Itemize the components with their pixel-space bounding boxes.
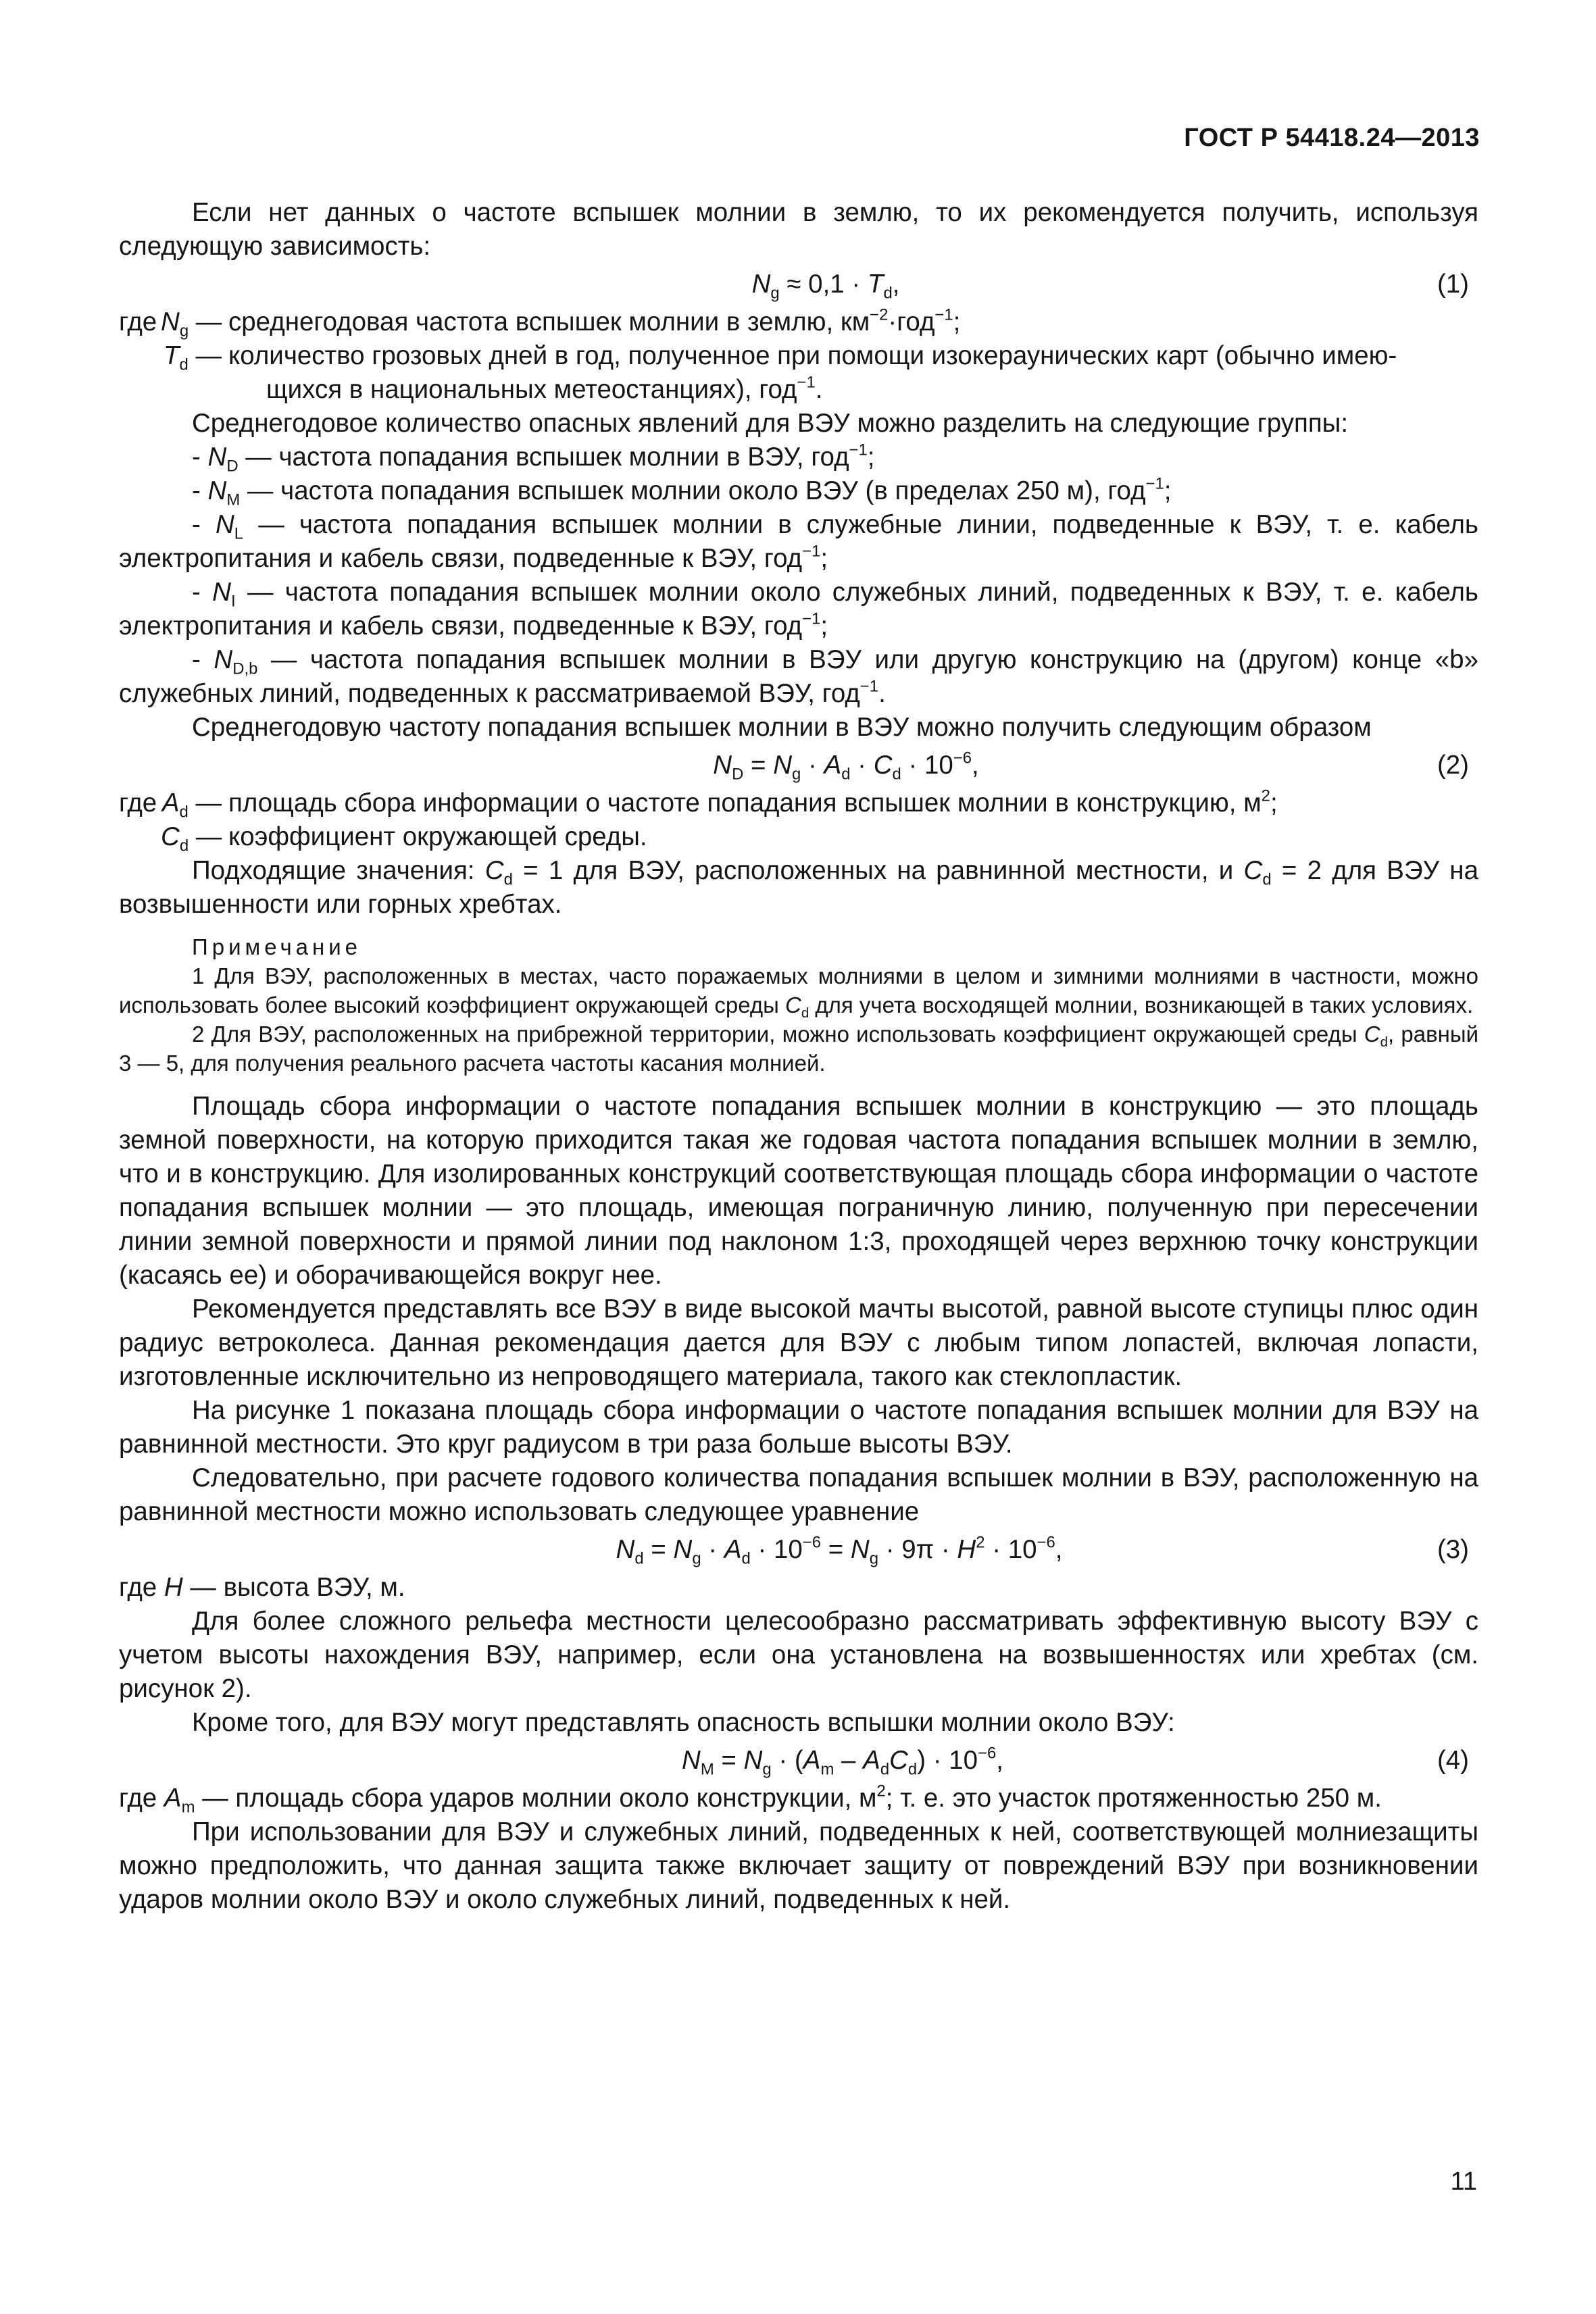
formula-2-expression: $N_D = N_g \cdot A_d \cdot C_d \cdot 10^{-6}$, — [713, 749, 979, 784]
list-item-ndb: - $N_{D,b}$ — частота попадания вспышек молнии в ВЭУ или другую конструкцию на (другом) конце «b» служебных линий, подведенных к рассматриваемой ВЭУ, год$^{-1}$. — [119, 645, 1478, 708]
formula-3 — [119, 1529, 1478, 1571]
formula-3-number: (3) — [1437, 1535, 1469, 1564]
intro-paragraph: Если нет данных о частоте вспышек молнии в землю, то их рекомендуется получить, используя следующую зависимость: — [119, 198, 1478, 261]
page-number: 11 — [1450, 2167, 1477, 2196]
list-item-nm: - $N_M$ — частота попадания вспышек молнии около ВЭУ (в пределах 250 м), год$^{-1}$; — [192, 474, 1172, 509]
definition-cd: $C_d$ — коэффициент окружающей среды. — [161, 822, 647, 855]
formula-1 — [119, 263, 1478, 305]
page-content — [119, 196, 1478, 1917]
list-item-ni: - $N_I$ — частота попадания вспышек молнии около служебных линий, подведенных к ВЭУ, т. е. кабель электропитания и кабель связи, подведенные к ВЭУ, год$^{-1}$; — [119, 578, 1478, 640]
standard-header: ГОСТ Р 54418.24—2013 — [1184, 124, 1480, 152]
notes-block — [119, 932, 1478, 1078]
note-1: 1 Для ВЭУ, расположенных в местах, часто поражаемых молниями в целом и зимними молниями в частности, можно использовать более высокий коэффициент окружающей среды $C_d$ для учета восходящей молнии, возникающей в таких условиях. — [119, 963, 1478, 1022]
definition-td: $T_d$ — количество грозовых дней в год, полученное при помощи изокераунических карт (обычно имею- щихся в национальных метеостанциях), год$^{-1}$. — [163, 341, 1397, 404]
formula-4 — [119, 1740, 1478, 1782]
note-2: 2 Для ВЭУ, расположенных на прибрежной территории, можно использовать коэффициент окружающей среды $C_d$, равный 3 — 5, для получения реального расчета частоты касания молнией. — [119, 1022, 1478, 1076]
area-paragraph: Площадь сбора информации о частоте попадания вспышек молнии в конструкцию — это площадь земной поверхности, на которую приходится такая же годовая частота попадания вспышек молнии в землю, что и в конструкцию. Для изолированных конструкций соответствующая площадь сбора информации о частоте попадания вспышек молнии — это площадь, имеющая пограничную линию, полученную при пересечении линии земной поверхности и прямой линии под наклоном 1:3, проходящей через верхнюю точку конструкции (касаясь ее) и оборачивающейся вокруг нее. — [119, 1092, 1478, 1290]
formula-2 — [119, 745, 1478, 786]
groups-intro: Среднегодовое количество опасных явлений для ВЭУ можно разделить на следующие группы: — [192, 409, 1349, 438]
formula-4-expression: $N_M = N_g \cdot (A_m - A_dC_d) \cdot 10^{-6}$, — [682, 1744, 1003, 1779]
definition-ad: где $A_d$ — площадь сбора информации о частоте попадания вспышек молнии в конструкцию, $м^2$; — [119, 786, 1278, 822]
list-item-nd: - $N_D$ — частота попадания вспышек молнии в ВЭУ, год$^{-1}$; — [192, 441, 875, 476]
nd-intro: Среднегодовую частоту попадания вспышек молнии в ВЭУ можно получить следующим образом — [192, 713, 1372, 742]
mast-paragraph: Рекомендуется представлять все ВЭУ в виде высокой мачты высотой, равной высоте ступицы плюс один радиус ветроколеса. Данная рекомендация дается для ВЭУ с любым типом лопастей, включая лопасти, изготовленные исключительно из непроводящего материала, такого как стеклопластик. — [119, 1294, 1478, 1391]
formula-2-number: (2) — [1437, 751, 1469, 780]
definition-am: где $A_m$ — площадь сбора ударов молнии около конструкции, $м^2$; т. е. это участок протяженностью 250 м. — [119, 1782, 1382, 1817]
note-title: Примечание — [192, 934, 362, 959]
danger-paragraph: Кроме того, для ВЭУ могут представлять опасность вспышки молнии около ВЭУ: — [192, 1708, 1175, 1737]
definition-ng: где $N_g$ — среднегодовая частота вспышек молнии в землю, $км^{-2}\cdot год^{-1}$; — [119, 305, 961, 341]
formula-1-expression: $N_g \approx 0,1 \cdot T_d$, — [751, 270, 900, 303]
definitions-2 — [119, 786, 1478, 854]
complex-terrain-paragraph: Для более сложного рельефа местности целесообразно рассматривать эффективную высоту ВЭУ с учетом высоты нахождения ВЭУ, например, если она установлена на возвышенностях или хребтах (см. рисунок 2). — [119, 1607, 1478, 1703]
list-item-nl: - $N_L$ — частота попадания вспышек молнии в служебные линии, подведенные к ВЭУ, т. е. кабель электропитания и кабель связи, подведенные к ВЭУ, год$^{-1}$; — [119, 510, 1478, 573]
formula-3-expression: $N_d = N_g \cdot A_d \cdot 10^{-6} = N_g \cdot 9\pi \cdot H^2 \cdot 10^{-6}$, — [616, 1533, 1063, 1568]
figure-1-paragraph: На рисунке 1 показана площадь сбора информации о частоте попадания вспышек молнии для ВЭУ на равнинной местности. Это круг радиусом в три раза больше высоты ВЭУ. — [119, 1396, 1478, 1459]
definition-h: где H — высота ВЭУ, м. — [119, 1573, 405, 1602]
calculation-paragraph: Следовательно, при расчете годового количества попадания вспышек молнии в ВЭУ, расположенную на равнинной местности можно использовать следующее уравнение — [119, 1463, 1478, 1526]
definitions-1 — [119, 305, 1478, 407]
final-paragraph: При использовании для ВЭУ и служебных линий, подведенных к ней, соответствующей молниезащиты можно предположить, что данная защита также включает защиту от повреждений ВЭУ при возникновении ударов молнии около ВЭУ и около служебных линий, подведенных к ней. — [119, 1817, 1478, 1914]
suitable-values: Подходящие значения: $C_d = 1$ для ВЭУ, расположенных на равнинной местности, и $C_d = 2$ для ВЭУ на возвышенности или горных хребтах. — [119, 856, 1478, 919]
formula-4-number: (4) — [1437, 1746, 1469, 1775]
formula-1-number: (1) — [1437, 270, 1469, 299]
